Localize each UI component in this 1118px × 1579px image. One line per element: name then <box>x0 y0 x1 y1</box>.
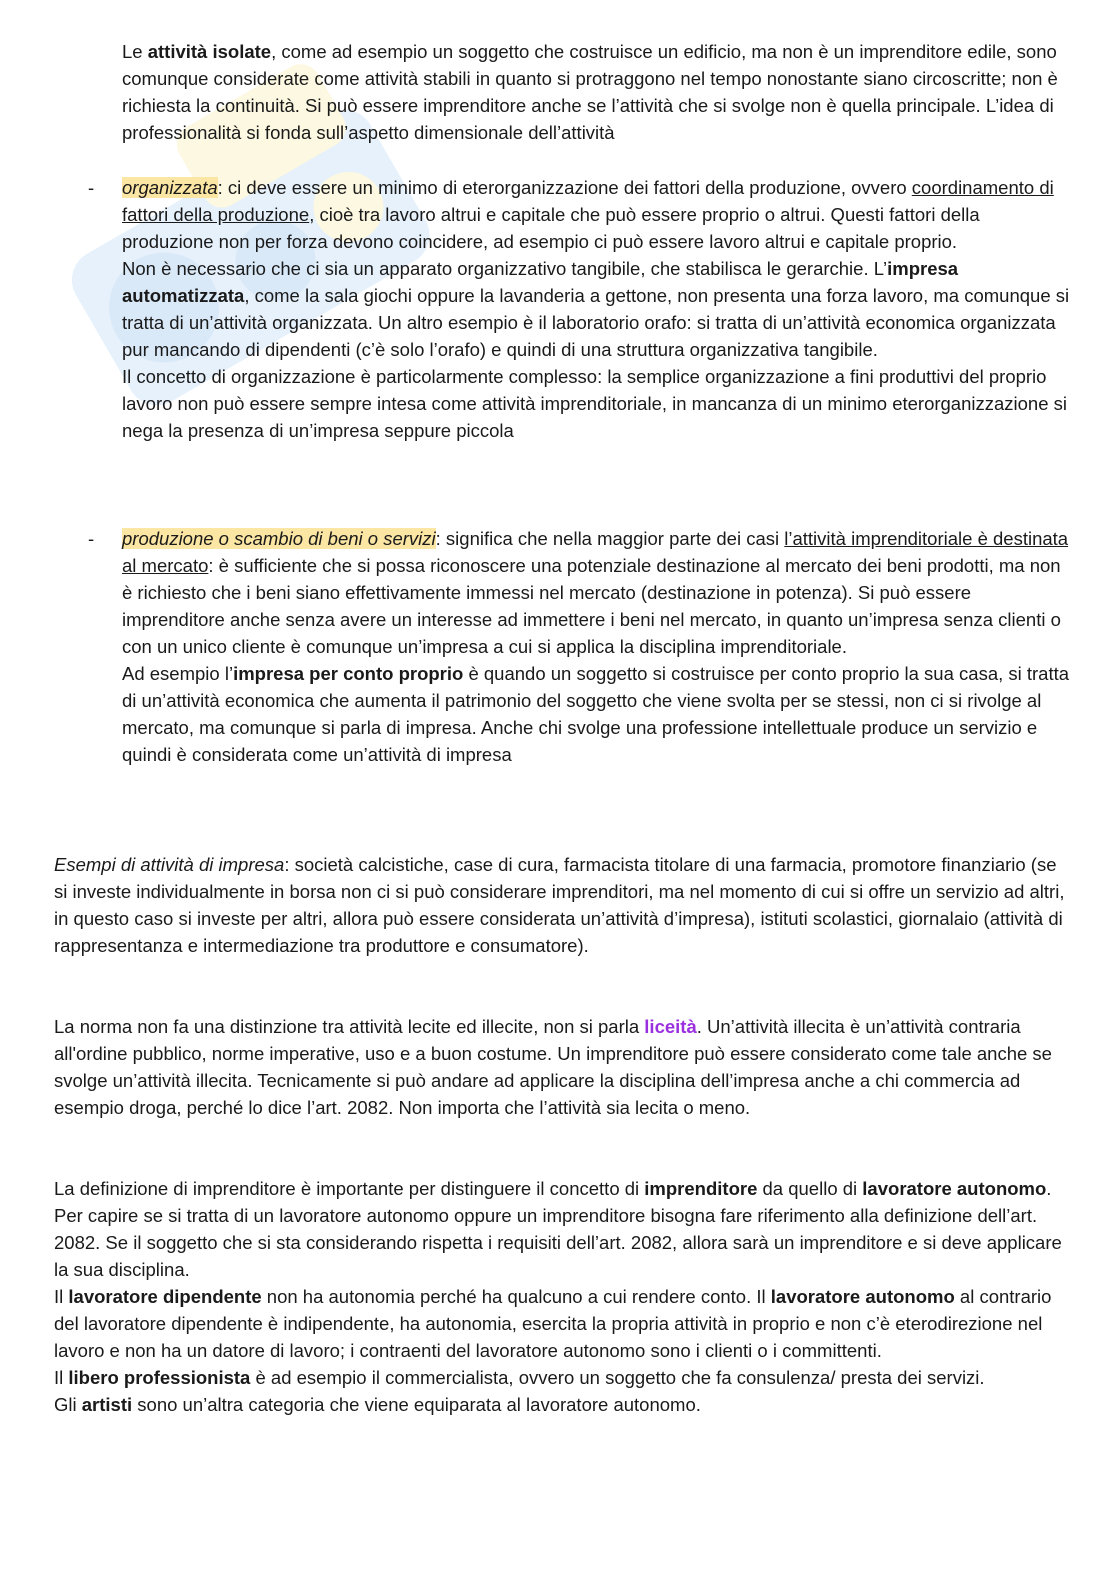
paragraph-esempi: Esempi di attività di impresa: società calcistiche, case di cura, farmacista titolare di una farmacia, promotore finanziario (se si investe individualmente in borsa non ci si può considerare imprenditori, ma nel momento di cui si offre un servizio ad altri, in questo caso si investe per altri, allora può essere considerata un’attività d’impresa), istituti scolastici, giornalaio (attività di rappresentanza e intermediazione tra produttore e consumatore). <box>54 854 1065 956</box>
term-lavoratore-autonomo-2: lavoratore autonomo <box>770 1286 955 1307</box>
paragraph-produzione-scambio: produzione o scambio di beni o servizi: significa che nella maggior parte dei casi l’attività imprenditoriale è destinata al mercato: è sufficiente che si possa riconoscere una potenziale destinazione al mercato dei beni prodotti, ma non è richiesto che i beni siano effettivamente immessi nel mercato (destinazione in potenza). Si può essere imprenditore anche senza avere un interesse ad immettere i beni nel mercato, in quanto un’impresa senza clienti o con un unico cliente è comunque un’impresa a cui si applica la disciplina imprenditoriale. Ad esempio l’impresa per conto proprio è quando un soggetto si costruisce per conto proprio la sua casa, si tratta di un’attività economica che aumenta il patrimonio del soggetto che viene svolta per se stessi, non ci si rivolge al mercato, ma comunque si parla di impresa. Anche chi svolge una professione intellettuale produce un servizio e quindi è considerata come un’attività di impresa <box>122 528 1070 765</box>
paragraph-attivita-isolate: Le attività isolate, come ad esempio un soggetto che costruisce un edificio, ma non è un imprenditore edile, sono comunque considerate come attività stabili in quanto si protraggono nel tempo nonostante siano circoscritte; non è richiesta la continuità. Si può essere imprenditore anche se l’attività che si svolge non è quella principale. L’idea di professionalità si fonda sull’aspetto dimensionale dell’attività <box>122 41 1058 143</box>
label-esempi: Esempi di attività di impresa <box>54 854 285 875</box>
bullet-marker: - <box>88 177 95 198</box>
paragraph-definizione: La definizione di imprenditore è importante per distinguere il concetto di imprenditore da quello di lavoratore autonomo. Per capire se si tratta di un lavoratore autonomo oppure un imprenditore bisogna fare riferimento alla definizione dell’art. 2082. Se il soggetto che si sta considerando rispetta i requisiti dell’art. 2082, allora sarà un imprenditore e si deve applicare la sua disciplina. Il lavoratore dipendente non ha autonomia perché ha qualcuno a cui rendere conto. Il lavoratore autonomo al contrario del lavoratore dipendente è indipendente, ha autonomia, esercita la propria attività in proprio e non c’è eterodirezione nel lavoro e non ha un datore di lavoro; i contraenti del lavoratore autonomo sono i clienti o i committenti. Il libero professionista è ad esempio il commercialista, ovvero un soggetto che fa consulenza/ presta dei servizi. Gli artisti sono un’altra categoria che viene equiparata al lavoratore autonomo. <box>54 1178 1062 1415</box>
term-impresa-automatizzata: impresa automatizzata <box>122 258 959 306</box>
term-artisti: artisti <box>81 1394 133 1415</box>
underlined-coordinamento: coordinamento di fattori della produzione <box>122 177 1054 225</box>
underlined-destinata-mercato: l’attività imprenditoriale è destinata al mercato <box>122 528 1069 576</box>
term-impresa-conto-proprio: impresa per conto proprio <box>233 663 464 684</box>
paragraph-organizzata: organizzata: ci deve essere un minimo di eterorganizzazione dei fattori della produzione, ovvero coordinamento di fattori della produzione, cioè tra lavoro altrui e capitale che può essere proprio o altrui. Questi fattori della produzione non per forza devono coincidere, ad esempio ci può essere lavoro altrui e capitale proprio. Non è necessario che ci sia un apparato organizzativo tangibile, che stabilisca le gerarchie. L’impresa automatizzata, come la sala giochi oppure la lavanderia a gettone, non presenta una forza lavoro, ma comunque si tratta di un’attività organizzata. Un altro esempio è il laboratorio orafo: si tratta di un’attività economica organizzata pur mancando di dipendenti (c’è solo l’orafo) e quindi di una struttura organizzativa tangibile. Il concetto di organizzazione è particolarmente complesso: la semplice organizzazione a fini produttivi del proprio lavoro non può essere sempre intesa come attività imprenditoriale, in mancanza di un minimo eterorganizzazione si nega la presenza di un’impresa seppure piccola <box>122 177 1070 441</box>
term-imprenditore: imprenditore <box>644 1178 758 1199</box>
term-libero-professionista: libero professionista <box>68 1367 251 1388</box>
term-organizzata: organizzata <box>122 177 218 198</box>
term-produzione-scambio: produzione o scambio di beni o servizi <box>122 528 436 549</box>
bullet-marker: - <box>88 528 95 549</box>
term-lavoratore-dipendente: lavoratore dipendente <box>68 1286 262 1307</box>
term-liceita: liceità <box>644 1016 697 1037</box>
term-lavoratore-autonomo: lavoratore autonomo <box>862 1178 1047 1199</box>
term-attivita-isolate: attività isolate <box>147 41 272 62</box>
paragraph-liceita: La norma non fa una distinzione tra attività lecite ed illecite, non si parla liceità. Un’attività illecita è un’attività contraria all'ordine pubblico, norme imperative, uso e a buon costume. Un imprenditore può essere considerato come tale anche se svolge un’attività illecita. Tecnicamente si può andare ad applicare la disciplina dell’impresa anche a chi commercia ad esempio droga, perché lo dice l’art. 2082. Non importa che l’attività sia lecita o meno. <box>54 1016 1052 1118</box>
